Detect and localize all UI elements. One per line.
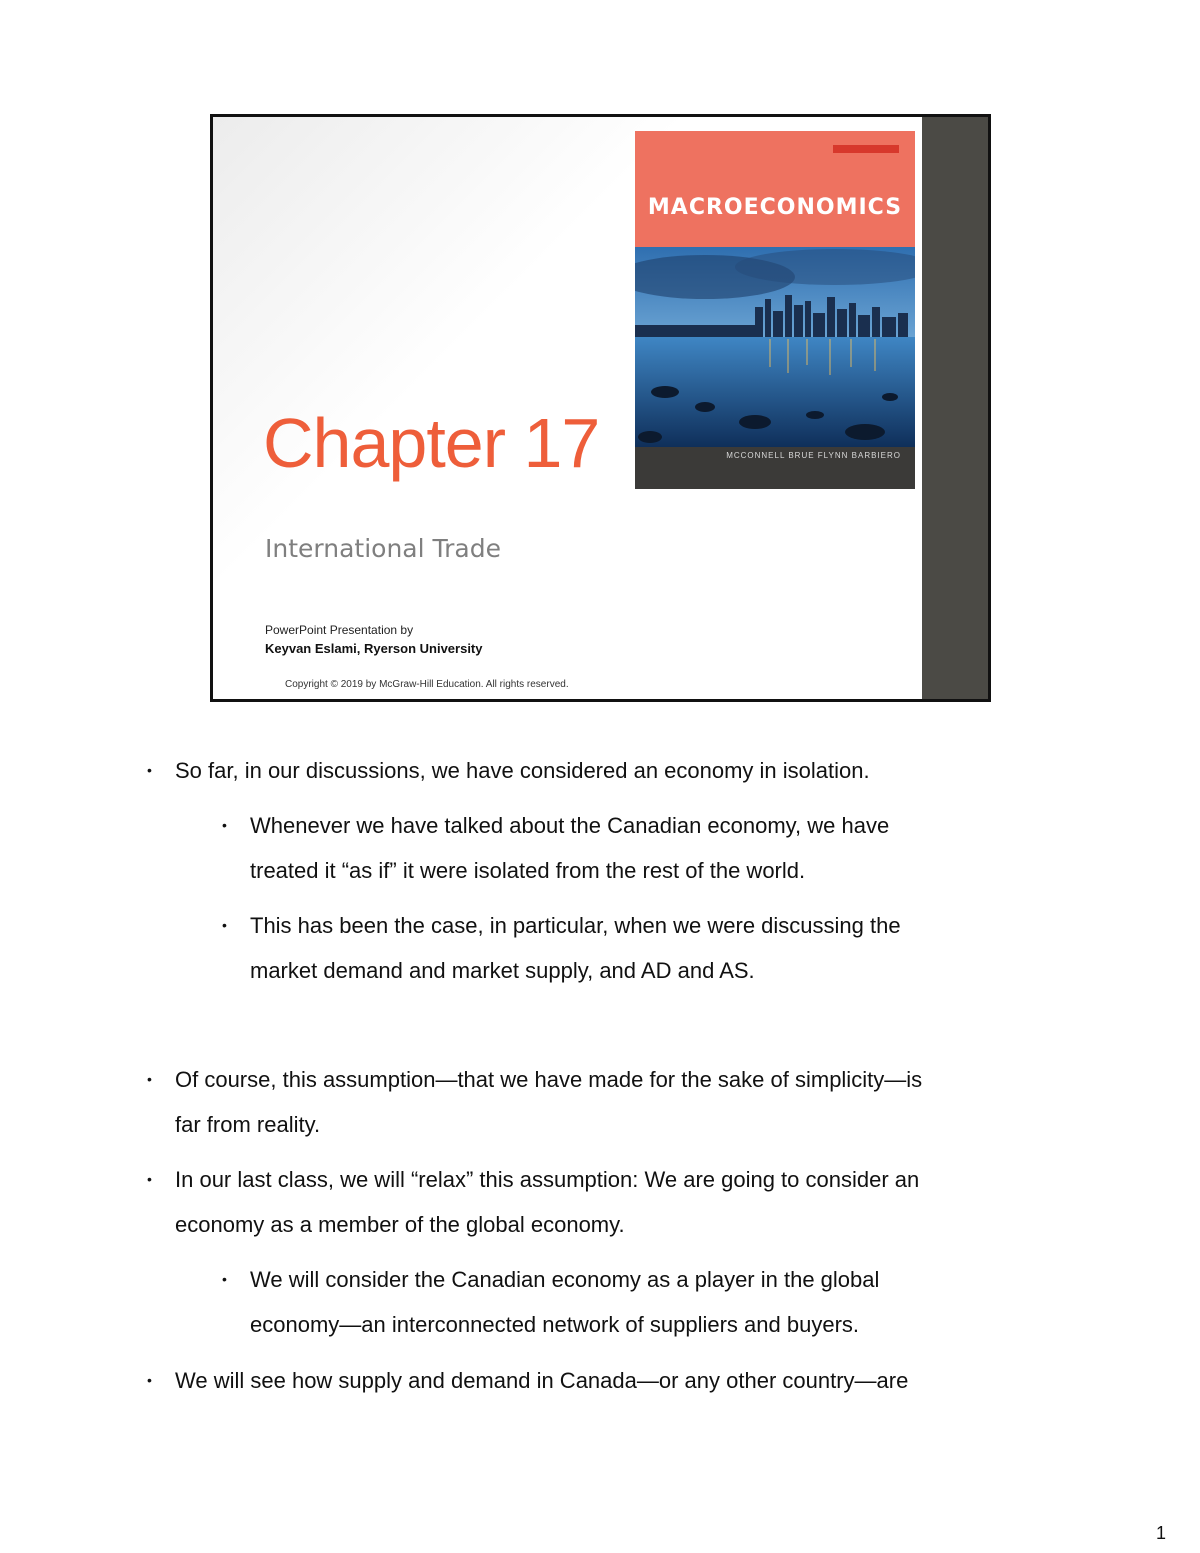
- city-skyline-image: [635, 247, 915, 447]
- note-line: treated it “as if” it were isolated from the rest of the world.: [250, 858, 806, 883]
- note-line: economy as a member of the global economy.: [175, 1212, 625, 1237]
- note-line: far from reality.: [175, 1112, 321, 1137]
- copyright-notice: Copyright © 2019 by McGraw-Hill Education. All rights reserved.: [285, 679, 569, 690]
- cover-authors: MCCONNELL BRUE FLYNN BARBIERO: [726, 451, 901, 460]
- presenter-name: Keyvan Eslami, Ryerson University: [265, 641, 483, 656]
- note-bullet: [147, 1057, 1055, 1147]
- bullet-dot-icon: •: [222, 817, 227, 833]
- bullet-dot-icon: •: [147, 1372, 152, 1388]
- note-bullet: [147, 748, 1055, 793]
- note-line: market demand and market supply, and AD and AS.: [250, 958, 755, 983]
- bullet-dot-icon: •: [222, 1271, 227, 1287]
- note-bullet: [147, 1157, 1055, 1247]
- cover-title: MACROECONOMICS: [647, 195, 903, 220]
- title-slide: [210, 114, 991, 702]
- note-line: Of course, this assumption—that we have made for the sake of simplicity—is: [175, 1067, 923, 1092]
- note-line: economy—an interconnected network of suppliers and buyers.: [250, 1312, 860, 1337]
- note-line: So far, in our discussions, we have considered an economy in isolation.: [175, 758, 870, 783]
- note-line: We will consider the Canadian economy as a player in the global: [250, 1267, 880, 1292]
- presenter-label: PowerPoint Presentation by: [265, 623, 414, 637]
- bullet-dot-icon: •: [147, 1171, 152, 1187]
- page-number: 1: [1156, 1523, 1167, 1543]
- bullet-dot-icon: •: [147, 762, 152, 778]
- note-line: In our last class, we will “relax” this assumption: We are going to consider an: [175, 1167, 920, 1192]
- note-line: We will see how supply and demand in Canada—or any other country—are: [175, 1368, 909, 1393]
- chapter-title: Chapter 17: [263, 404, 600, 482]
- note-bullet: [222, 1257, 1040, 1347]
- note-line: This has been the case, in particular, when we were discussing the: [250, 913, 901, 938]
- book-cover: [635, 131, 915, 489]
- bullet-dot-icon: •: [147, 1071, 152, 1087]
- note-bullet: [222, 803, 1040, 893]
- chapter-subtitle: International Trade: [265, 534, 501, 563]
- note-line: Whenever we have talked about the Canadian economy, we have: [250, 813, 890, 838]
- note-bullet: [147, 1358, 1055, 1403]
- bullet-dot-icon: •: [222, 917, 227, 933]
- publisher-logo: [833, 145, 899, 153]
- slide-sidebar: [922, 117, 988, 699]
- note-bullet: [222, 903, 1040, 993]
